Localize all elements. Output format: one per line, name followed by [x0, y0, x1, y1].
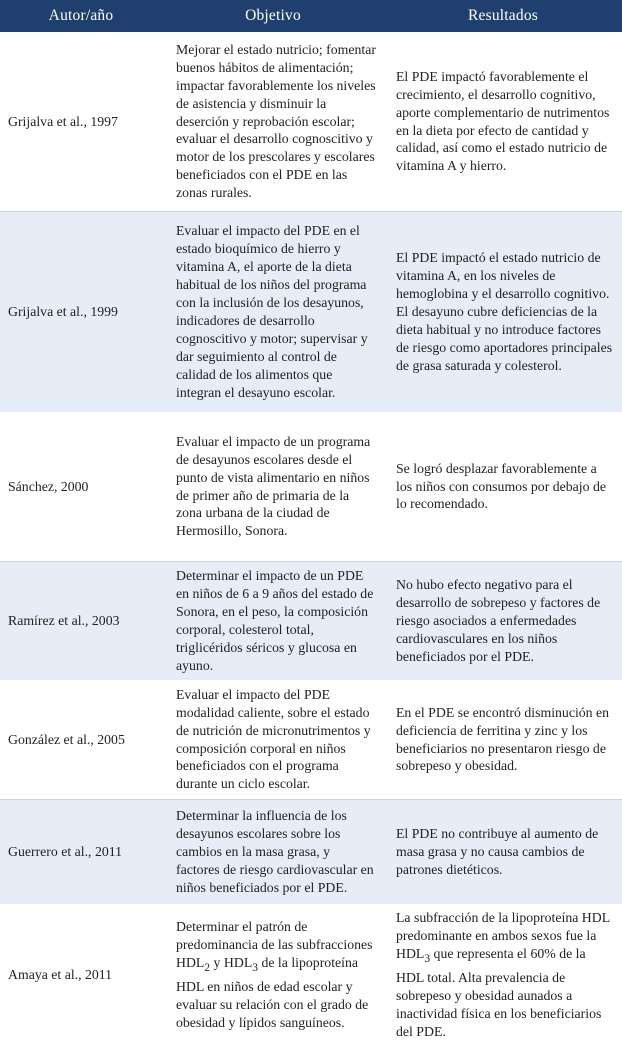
row-objective: Evaluar el impacto del PDE en el estado bioquímico de hierro y vitamina A, el aporte de la dieta habitual de los niños del programa con la inclusión de los desayunos, indicadores de desarrollo cognoscitivo y motor; supervisar y dar seguimiento al control de calidad de los alimentos que integran el desayuno escolar.	[162, 212, 384, 412]
header-results: Resultados	[384, 0, 622, 32]
row-results: El PDE impactó el estado nutricio de vitamina A, en los niveles de hemoglobina y el desarrollo cognitivo. El desayuno cubre deficiencias de la dieta habitual y no introduce factores de riesgo como aportadores principales de grasa saturada y colesterol.	[384, 212, 622, 412]
row-objective: Determinar el patrón de predominancia de las subfracciones $HDL_2$ y $HDL_3$ de la lipoproteína HDL en niños de edad escolar y evaluar su relación con el grado de obesidad y lípidos sanguíneos.	[162, 904, 384, 1046]
row-results: No hubo efecto negativo para el desarrollo de sobrepeso y factores de riesgo asociados a enfermedades cardiovasculares en los niños beneficiados por el PDE.	[384, 562, 622, 680]
row-author: González et al., 2005	[0, 680, 162, 800]
row-objective: Evaluar el impacto del PDE modalidad caliente, sobre el estado de nutrición de micronutrimentos y composición corporal en niños beneficiados con el programa durante un ciclo escolar.	[162, 680, 384, 800]
row-author: Grijalva et al., 1999	[0, 212, 162, 412]
row-results: El PDE impactó favorablemente el crecimiento, el desarrollo cognitivo, aporte complementario de nutrimentos en la dieta por efecto de cantidad y calidad, así como el estado nutricio de vitamina A y hierro.	[384, 32, 622, 212]
row-objective: Determinar el impacto de un PDE en niños de 6 a 9 años del estado de Sonora, en el peso, la composición corporal, colesterol total, triglicéridos séricos y glucosa en ayuno.	[162, 562, 384, 680]
row-results: El PDE no contribuye al aumento de masa grasa y no causa cambios de patrones dietéticos.	[384, 800, 622, 904]
header-objective: Objetivo	[162, 0, 384, 32]
row-objective: Mejorar el estado nutricio; fomentar buenos hábitos de alimentación; impactar favorablemente los niveles de asistencia y disminuir la deserción y reprobación escolar; evaluar el desarrollo cognoscitivo y motor de los prescolares y escolares beneficiados con el PDE en las zonas rurales.	[162, 32, 384, 212]
row-results: La subfracción de la lipoproteína HDL predominante en ambos sexos fue la $HDL_3$ que representa el 60% de la HDL total. Alta prevalencia de sobrepeso y obesidad aunados a inactividad física en los beneficiarios del PDE.	[384, 904, 622, 1046]
row-results: En el PDE se encontró disminución en deficiencia de ferritina y zinc y los beneficiarios no presentaron riesgo de sobrepeso y obesidad.	[384, 680, 622, 800]
row-author: Sánchez, 2000	[0, 412, 162, 562]
header-author: Autor/año	[0, 0, 162, 32]
row-author: Grijalva et al., 1997	[0, 32, 162, 212]
row-author: Guerrero et al., 2011	[0, 800, 162, 904]
row-objective: Determinar la influencia de los desayunos escolares sobre los cambios en la masa grasa, y factores de riesgo cardiovascular en niños beneficiados por el PDE.	[162, 800, 384, 904]
row-author: Ramírez et al., 2003	[0, 562, 162, 680]
row-results: Se logró desplazar favorablemente a los niños con consumos por debajo de lo recomendado.	[384, 412, 622, 562]
row-author: Amaya et al., 2011	[0, 904, 162, 1046]
row-objective: Evaluar el impacto de un programa de desayunos escolares desde el punto de vista alimentario en niños de primer año de primaria de la zona urbana de la ciudad de Hermosillo, Sonora.	[162, 412, 384, 562]
